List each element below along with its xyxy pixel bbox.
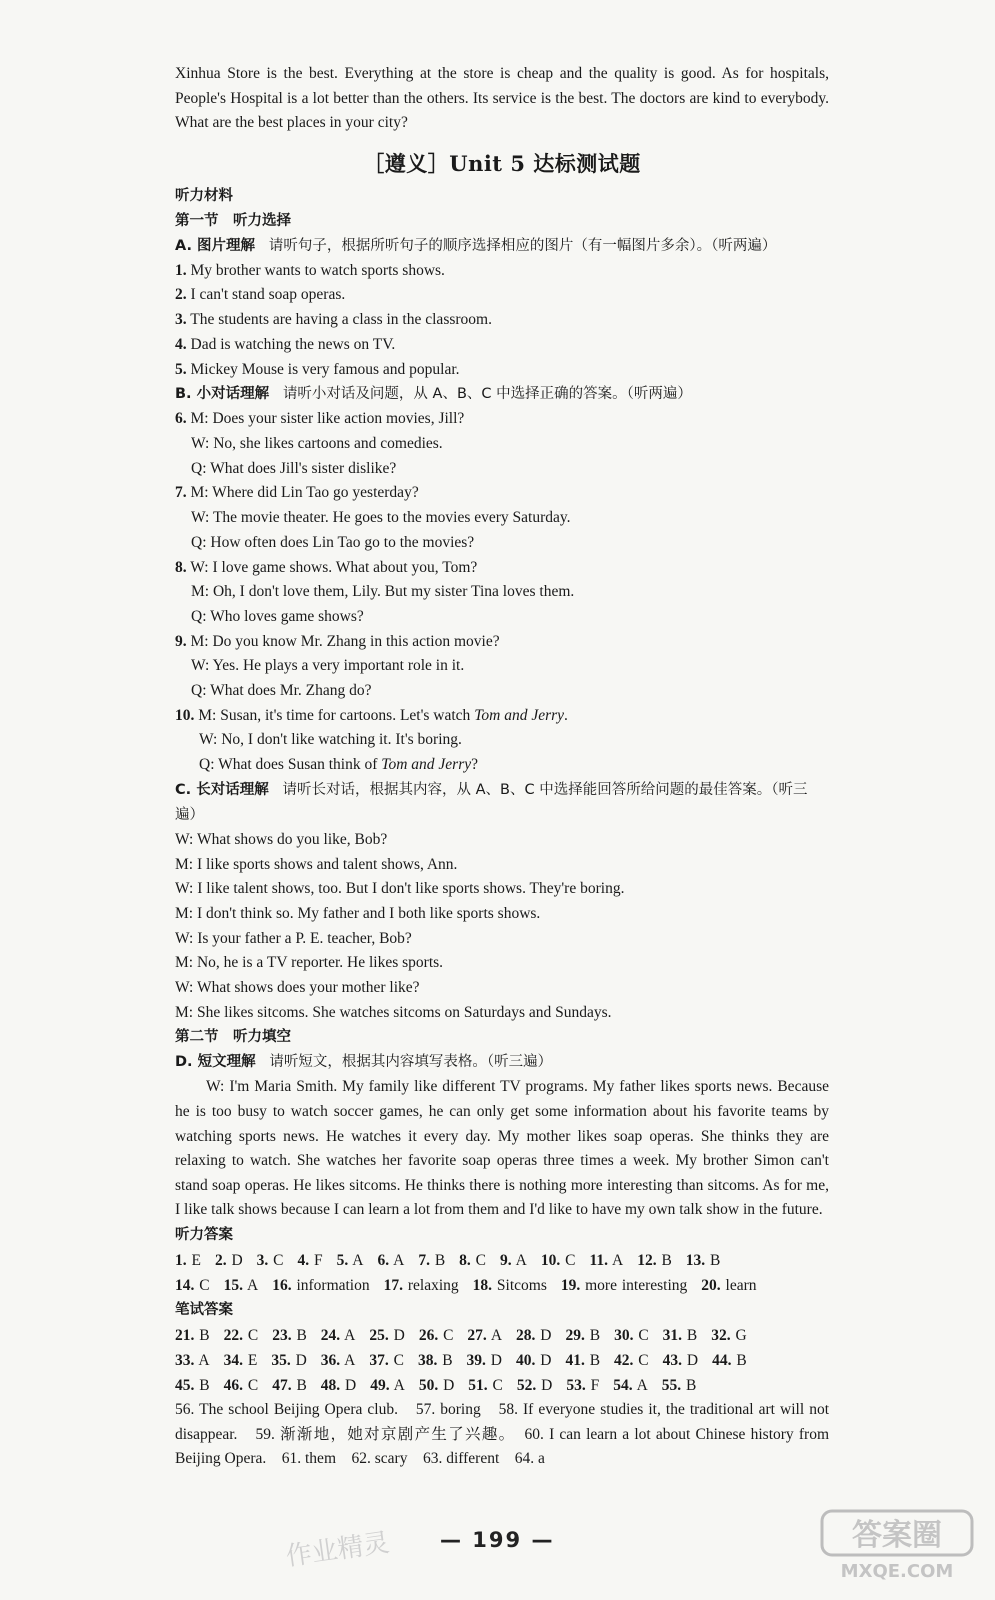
dialogue-line: M: She likes sitcoms. She watches sitcoms on Saturdays and Sundays.	[175, 1003, 612, 1021]
answer-item: 17. relaxing	[383, 1277, 459, 1295]
answer-item: 4. F	[297, 1252, 323, 1270]
page-number: — 199 —	[440, 1528, 555, 1552]
page-title: ［遵义］Unit 5 达标测试题	[363, 150, 641, 176]
partC-label: C. 长对话理解	[175, 781, 269, 798]
answer-item: 43. D	[662, 1352, 699, 1370]
dialogue-line: W: I like talent shows, too. But I don't like sports shows. They're boring.	[175, 880, 625, 898]
written-answers-tail: 56. The school Beijing Opera club. 57. boring 58. If everyone studies it, the traditional art will not disappear. 59. 渐渐地，她对京剧产生了兴趣。 60. I can learn a lot about Chinese history from Beijing Opera. 61. them 62. scary 63. different 64. a	[175, 1401, 829, 1468]
answer-item: 54. A	[613, 1377, 648, 1395]
answer-item: 15. A	[223, 1277, 259, 1295]
answer-item: 7. B	[418, 1252, 446, 1270]
answer-item: 13. B	[685, 1252, 721, 1270]
answer-item: 8. C	[459, 1252, 487, 1270]
partD-label: D. 短文理解	[175, 1054, 256, 1071]
answer-item: 36. A	[320, 1352, 356, 1370]
answer-item: 42. C	[614, 1352, 649, 1370]
dialogue-line: W: Is your father a P. E. teacher, Bob?	[175, 929, 412, 947]
written-answers-row	[175, 1373, 829, 1398]
dialogue-9: 9. M: Do you know Mr. Zhang in this action movie? W: Yes. He plays a very important role in it. Q: What does Mr. Zhang do?	[175, 632, 500, 700]
answer-item: 46. C	[223, 1377, 259, 1395]
answer-item: 21. B	[175, 1327, 210, 1345]
partB-label: B. 小对话理解	[175, 386, 270, 403]
answer-item: 31. B	[662, 1327, 698, 1345]
watermark-left: 作业精灵	[284, 1527, 392, 1573]
partB-instruction: 请听小对话及问题，从 A、B、C 中选择正确的答案。（听两遍）	[282, 386, 692, 403]
answer-item: 38. B	[417, 1352, 453, 1370]
list-item: 4. Dad is watching the news on TV.	[175, 335, 396, 353]
answer-item: 32. G	[711, 1327, 747, 1345]
list-item: 2. I can't stand soap operas.	[175, 286, 346, 304]
answer-item: 9. A	[500, 1252, 527, 1270]
answer-item: 34. E	[223, 1352, 258, 1370]
answer-item: 16. information	[272, 1277, 370, 1295]
answer-item: 20. learn	[701, 1277, 757, 1295]
answer-item: 6. A	[377, 1252, 405, 1270]
answer-item: 41. B	[565, 1352, 601, 1370]
dialogue-line: M: No, he is a TV reporter. He likes sports.	[175, 954, 444, 972]
answer-item: 45. B	[175, 1377, 210, 1395]
answer-item: 26. C	[418, 1327, 454, 1345]
dialogue-8: 8. W: I love game shows. What about you, Tom? M: Oh, I don't love them, Lily. But my sister Tina loves them. Q: Who loves game shows?	[175, 558, 575, 625]
answer-item: 53. F	[566, 1377, 600, 1395]
answer-item: 55. B	[661, 1377, 697, 1395]
answer-item: 24. A	[320, 1327, 356, 1345]
partD-heading	[175, 1050, 829, 1075]
answer-item: 49. A	[370, 1377, 405, 1395]
written-answers-row	[175, 1348, 829, 1373]
partC-heading	[175, 778, 829, 828]
answer-item: 1. E	[175, 1252, 201, 1270]
answer-item: 44. B	[712, 1352, 747, 1370]
listening-answers-row	[175, 1248, 829, 1273]
list-item: 5. Mickey Mouse is very famous and popular.	[175, 360, 460, 378]
listening-material-heading: 听力材料	[175, 187, 233, 204]
answer-item: 18. Sitcoms	[472, 1277, 547, 1295]
answer-item: 14. C	[175, 1277, 210, 1295]
svg-text:MXQE.COM: MXQE.COM	[840, 1561, 954, 1582]
partA-instruction: 请听句子，根据所听句子的顺序选择相应的图片（有一幅图片多余）。（听两遍）	[268, 237, 777, 254]
listening-answers-heading: 听力答案	[175, 1227, 233, 1244]
answer-item: 12. B	[637, 1252, 672, 1270]
listening-answers-row	[175, 1273, 829, 1298]
partA-label: A. 图片理解	[175, 237, 256, 254]
answer-item: 28. D	[516, 1327, 552, 1345]
list-item: 3. The students are having a class in the classroom.	[175, 311, 492, 329]
answer-item: 33. A	[175, 1352, 210, 1370]
dialogue-6: 6. M: Does your sister like action movies, Jill? W: No, she likes cartoons and comedies. Q: What does Jill's sister dislike?	[175, 410, 465, 477]
answer-item: 29. B	[565, 1327, 601, 1345]
dialogue-line: W: What shows do you like, Bob?	[175, 830, 388, 848]
dialogue-line: W: What shows does your mother like?	[175, 979, 420, 997]
answer-item: 48. D	[320, 1377, 357, 1395]
page-content	[175, 62, 829, 1472]
dialogue-7: 7. M: Where did Lin Tao go yesterday? W: The movie theater. He goes to the movies every Saturday. Q: How often does Lin Tao go to the movies?	[175, 484, 571, 551]
answer-item: 19. more interesting	[560, 1277, 688, 1295]
watermark-logo	[818, 1505, 978, 1585]
answer-item: 30. C	[614, 1327, 649, 1345]
answer-item: 23. B	[272, 1327, 307, 1345]
answer-item: 11. A	[589, 1252, 624, 1270]
partC-instruction: 请听长对话，根据其内容，从 A、B、C 中选择能回答所给问题的最佳答案。（听三遍）	[175, 781, 808, 823]
written-answers-row	[175, 1323, 829, 1348]
answer-item: 50. D	[418, 1377, 455, 1395]
answer-item: 22. C	[223, 1327, 259, 1345]
answer-item: 52. D	[516, 1377, 553, 1395]
answer-item: 39. D	[466, 1352, 502, 1370]
dialogue-10: 10. M: Susan, it's time for cartoons. Let's watch Tom and Jerry. W: No, I don't like watching it. It's boring. Q: What does Susan think of Tom and Jerry?	[175, 706, 568, 774]
answer-item: 47. B	[272, 1377, 307, 1395]
answer-item: 3. C	[256, 1252, 284, 1270]
section2-heading: 第二节 听力填空	[175, 1029, 291, 1046]
partD-instruction: 请听短文，根据其内容填写表格。（听三遍）	[269, 1054, 553, 1071]
answer-item: 2. D	[214, 1252, 243, 1270]
partA-heading	[175, 234, 829, 259]
answer-item: 25. D	[369, 1327, 405, 1345]
answer-item: 27. A	[467, 1327, 503, 1345]
answer-item: 35. D	[271, 1352, 307, 1370]
partC-dialogue	[175, 828, 829, 1026]
answer-item: 51. C	[468, 1377, 503, 1395]
answer-item: 40. D	[516, 1352, 552, 1370]
svg-text:答案圈: 答案圈	[852, 1518, 942, 1553]
written-answers-heading: 笔试答案	[175, 1302, 233, 1319]
section1-heading: 第一节 听力选择	[175, 212, 291, 229]
list-item: 1. My brother wants to watch sports shows.	[175, 261, 445, 279]
answer-item: 37. C	[369, 1352, 404, 1370]
intro-paragraph: Xinhua Store is the best. Everything at the store is cheap and the quality is good. As for hospitals, People's Hospital is a lot better than the others. Its service is the best. The doctors are kind to everybody. What are the best places in your city?	[175, 65, 829, 132]
partA-items	[175, 259, 829, 383]
answer-item: 5. A	[336, 1252, 364, 1270]
dialogue-line: M: I don't think so. My father and I both like sports shows.	[175, 904, 541, 922]
answer-item: 10. C	[540, 1252, 576, 1270]
dialogue-line: M: I like sports shows and talent shows, Ann.	[175, 855, 458, 873]
partB-heading	[175, 382, 829, 407]
partD-passage: W: I'm Maria Smith. My family like different TV programs. My father likes sports news. Because he is too busy to watch soccer games, he can only get some information about his favorite teams by watching sports news. He watches it every day. My mother likes soap operas. She thinks they are relaxing to watch. She watches her favorite soap operas three times a week. My brother Simon can't stand soap operas. He likes sitcoms. He thinks there is nothing more interesting than sitcoms. As for me, I like talk shows because I can learn a lot from them and I'd like to have my own talk show in the future.	[175, 1078, 829, 1219]
